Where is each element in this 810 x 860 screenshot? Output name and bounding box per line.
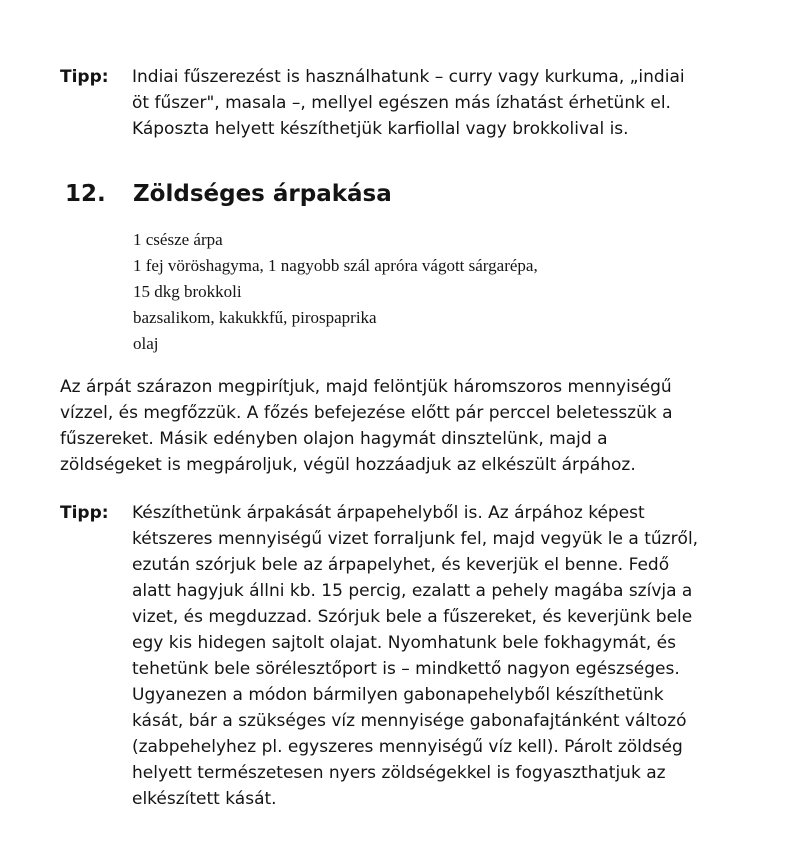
ingredient-line: 15 dkg brokkoli <box>133 282 242 301</box>
recipe-title: Zöldséges árpakása <box>133 181 392 207</box>
ingredient-line: 1 fej vöröshagyma, 1 nagyobb szál apróra vágott sárgarépa, <box>133 256 538 275</box>
tip-line: Indiai fűszerezést is használhatunk – curry vagy kurkuma, „indiai <box>132 67 685 87</box>
tip-text <box>132 500 792 812</box>
recipe-number: 12. <box>65 181 106 207</box>
ingredient-line: 1 csésze árpa <box>133 230 223 249</box>
tip-line: kétszeres mennyiségű vizet forraljunk fel, majd vegyük le a tűzről, <box>132 529 699 549</box>
instruction-line: vízzel, és megfőzzük. A főzés befejezése előtt pár perccel beletesszük a <box>60 403 673 423</box>
tip-line: Készíthetünk árpakását árpapehelyből is. Az árpához képest <box>132 503 645 523</box>
instruction-line: Az árpát szárazon megpirítjuk, majd felöntjük háromszoros mennyiségű <box>60 377 672 397</box>
tip-line: tehetünk bele sörélesztőport is – mindkettő nagyon egészséges. <box>132 659 680 679</box>
tip-label: Tipp: <box>60 503 109 523</box>
tip-label: Tipp: <box>60 67 109 87</box>
instruction-line: zöldségeket is megpároljuk, végül hozzáadjuk az elkészült árpához. <box>60 455 636 475</box>
tip-line: Ugyanezen a módon bármilyen gabonapehelyből készíthetünk <box>132 685 664 705</box>
recipe-instructions <box>60 374 780 478</box>
tip-line: (zabpehelyhez pl. egyszeres mennyiségű víz kell). Párolt zöldség <box>132 737 683 757</box>
tip-line: alatt hagyjuk állni kb. 15 percig, ezalatt a pehely magába szívja a <box>132 581 693 601</box>
tip-line: Káposzta helyett készíthetjük karfiollal vagy brokkolival is. <box>132 119 629 139</box>
tip-line: helyett természetesen nyers zöldségekkel is fogyaszthatjuk az <box>132 763 666 783</box>
tip-text <box>132 64 792 142</box>
tip-line: elkészített kását. <box>132 789 277 809</box>
ingredient-list <box>133 227 753 357</box>
tip-line: öt fűszer", masala –, mellyel egészen más ízhatást érhetünk el. <box>132 93 671 113</box>
tip-line: vizet, és megduzzad. Szórjuk bele a fűszereket, és keverjünk bele <box>132 607 693 627</box>
tip-line: egy kis hidegen sajtolt olajat. Nyomhatunk bele fokhagymát, és <box>132 633 676 653</box>
instruction-line: fűszereket. Másik edényben olajon hagymát dinsztelünk, majd a <box>60 429 608 449</box>
ingredient-line: olaj <box>133 334 159 353</box>
ingredient-line: bazsalikom, kakukkfű, pirospaprika <box>133 308 377 327</box>
tip-line: kását, bár a szükséges víz mennyisége gabonafajtánként változó <box>132 711 687 731</box>
tip-line: ezután szórjuk bele az árpapelyhet, és keverjük el benne. Fedő <box>132 555 670 575</box>
